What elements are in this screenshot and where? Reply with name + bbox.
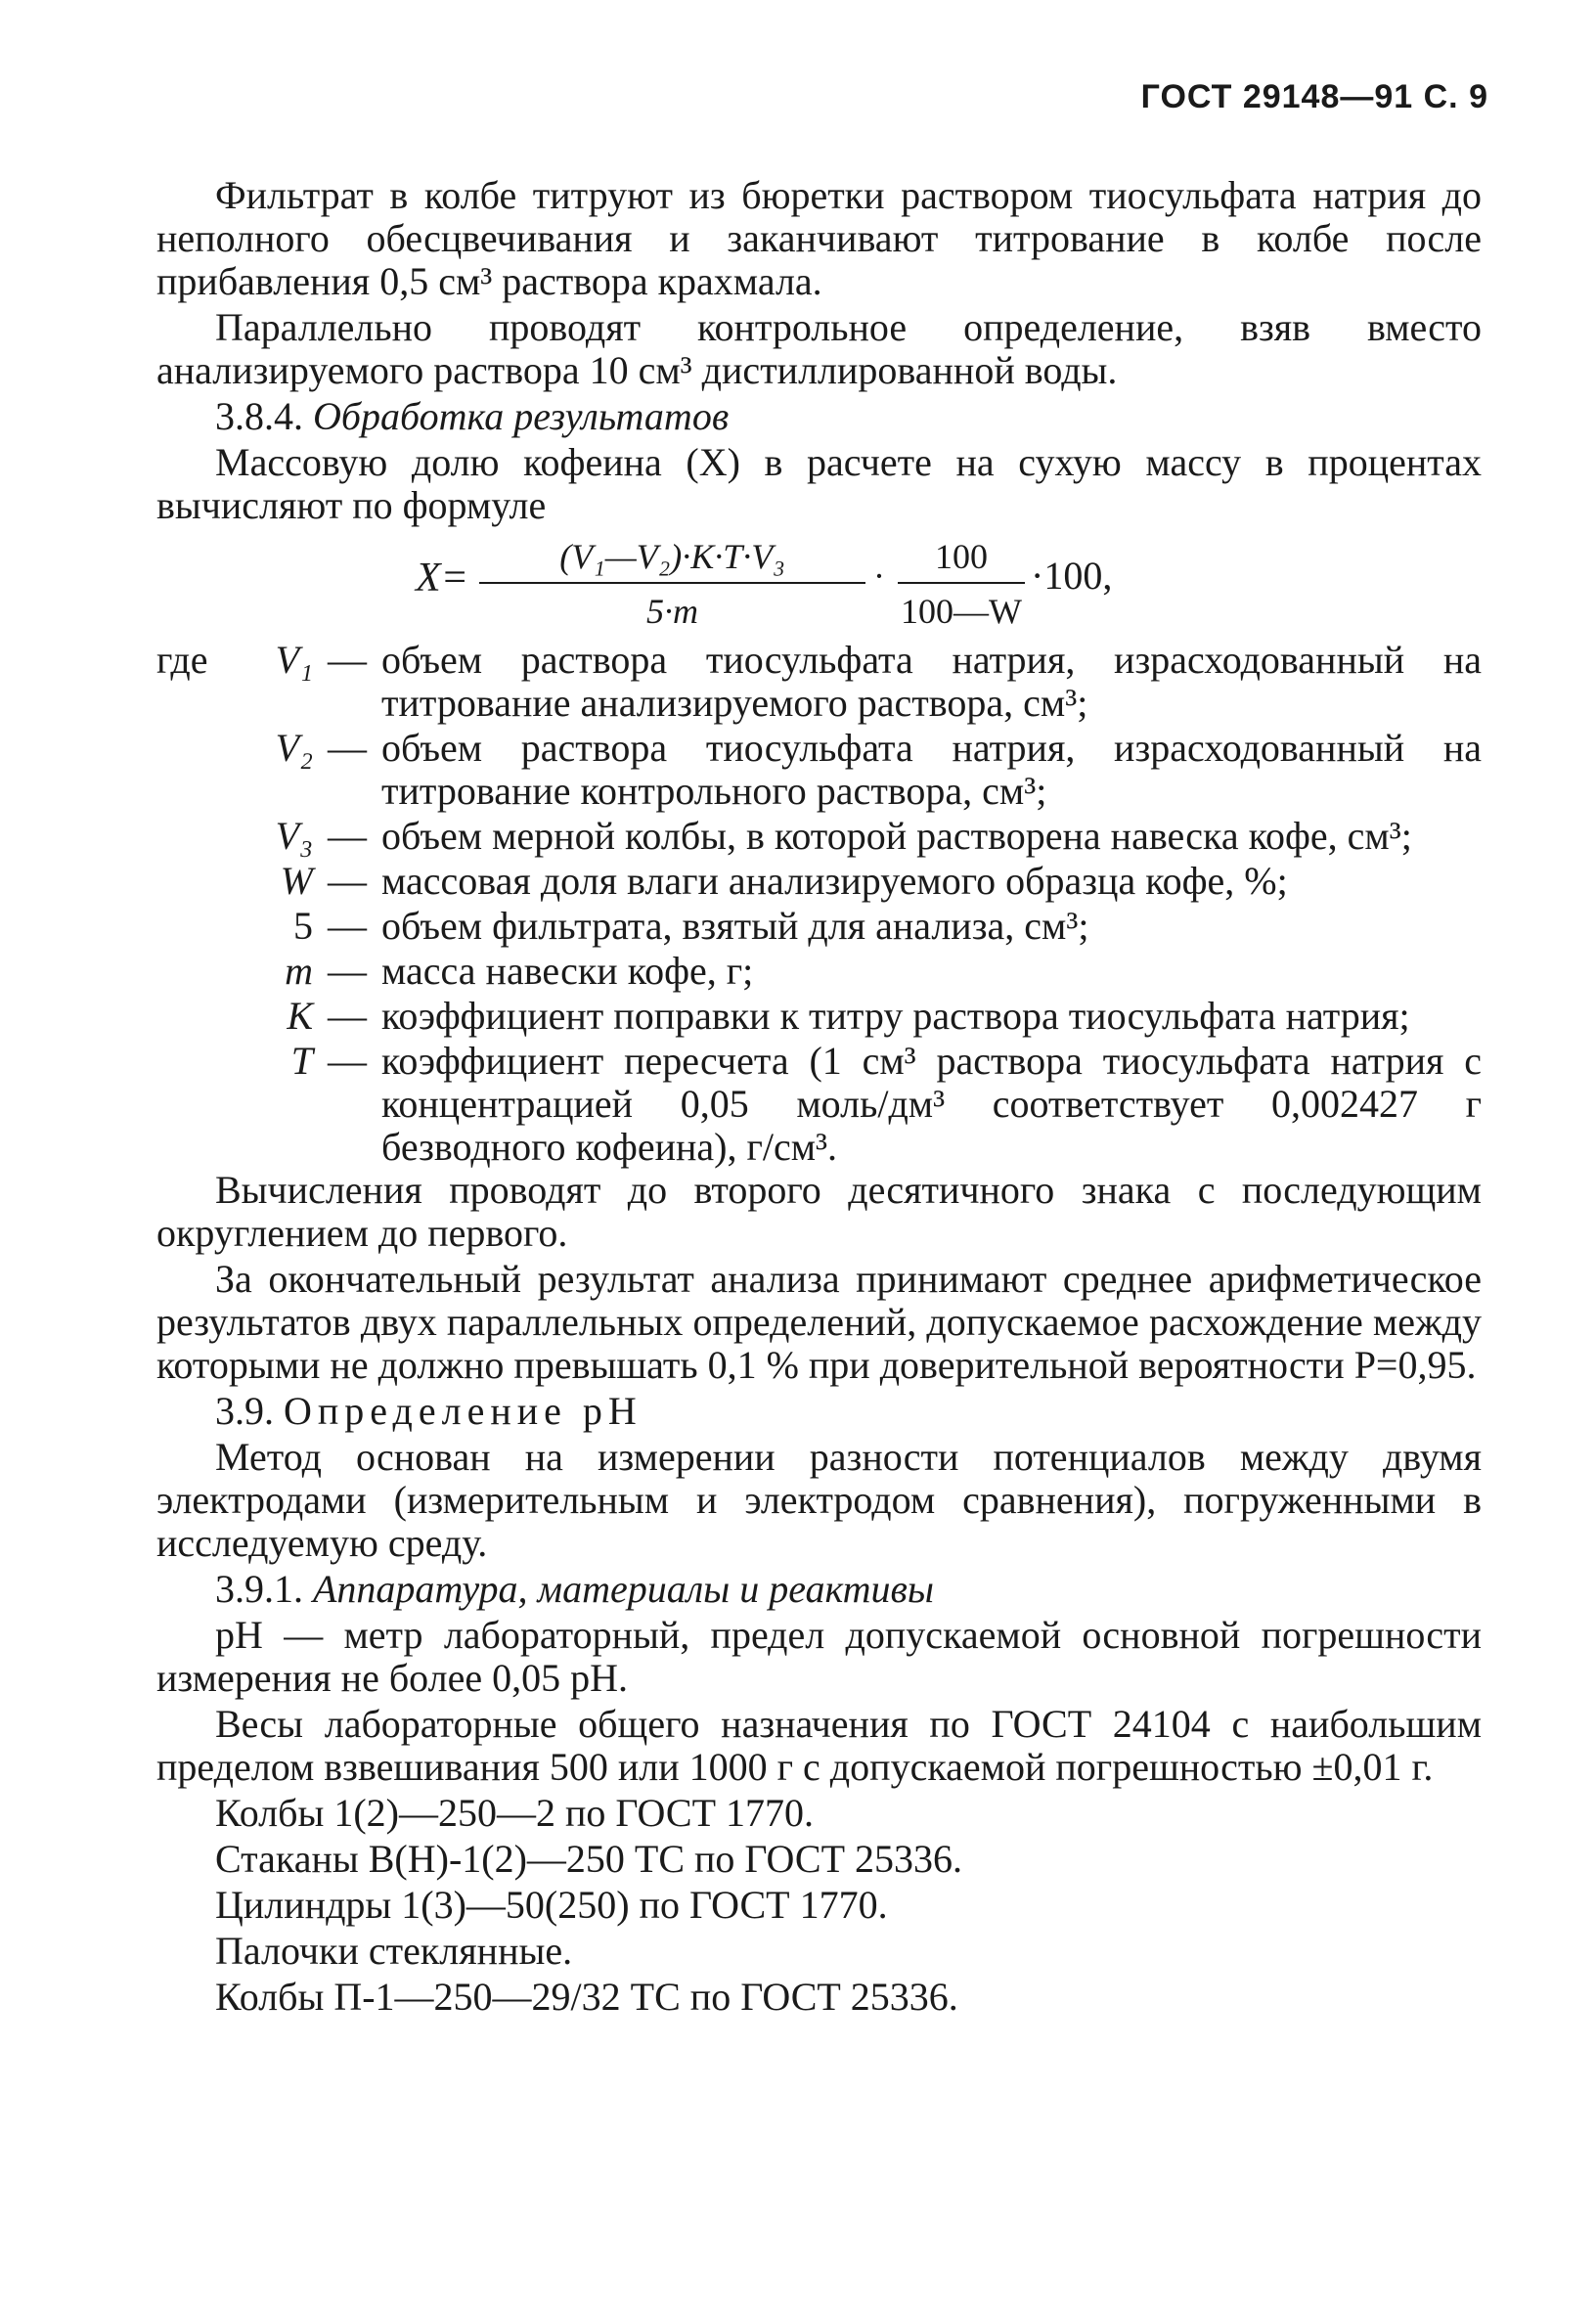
definition-item	[156, 1040, 1482, 1169]
list-item: Стаканы В(Н)-1(2)—250 ТС по ГОСТ 25336.	[215, 1837, 963, 1881]
formula-denominator: 5·m	[646, 592, 698, 631]
list-item: Колбы П-1—250—29/32 ТС по ГОСТ 25336.	[215, 1975, 958, 2019]
formula-numerator: (V₁—V₂)·K·T·V₃	[479, 535, 865, 584]
definition-symbol: 5	[293, 904, 313, 948]
definition-item	[156, 905, 1482, 948]
definition-item	[156, 815, 1482, 858]
definition-symbol: V₁	[275, 638, 313, 682]
paragraph: Весы лабораторные общего назначения по ГОСТ 24104 с наибольшим пределом взвешивания 500 или 1000 г с допускаемой погрешностью ±0,01 г.	[156, 1702, 1482, 1789]
paragraph: Массовую долю кофеина (X) в расчете на сухую массу в процентах вычисляют по формуле	[156, 440, 1482, 527]
section-heading-3-8-4	[156, 395, 1482, 438]
formula-tail: ·100,	[1031, 554, 1113, 598]
list-item: Колбы 1(2)—250—2 по ГОСТ 1770.	[215, 1791, 815, 1835]
definition-dash: —	[328, 726, 367, 770]
definition-item	[156, 860, 1482, 903]
paragraph: За окончательный результат анализа принимают среднее арифметическое результатов двух параллельных определений, допускаемое расхождение между которыми не должно превышать 0,1 % при доверительной вероятности P=0,95.	[156, 1257, 1482, 1387]
definition-text: масса навески кофе, г;	[381, 949, 754, 993]
definition-dash: —	[328, 638, 367, 682]
section-number: 3.9.	[215, 1389, 274, 1433]
definition-symbol: V₃	[275, 814, 313, 858]
definition-text: коэффициент пересчета (1 см³ раствора тиосульфата натрия с концентрацией 0,05 моль/дм³ соответствует 0,002427 г безводного кофеина), г/см³.	[381, 1039, 1482, 1169]
page-header: ГОСТ 29148—91 С. 9	[1140, 78, 1488, 115]
formula-numerator: 100	[898, 535, 1025, 584]
paragraph: Метод основан на измерении разности потенциалов между двумя электродами (измерительным и электродом сравнения), погруженными в исследуемую среду.	[156, 1435, 1482, 1565]
list-item: Цилиндры 1(3)—50(250) по ГОСТ 1770.	[215, 1883, 888, 1927]
definition-dash: —	[328, 814, 367, 858]
definition-text: объем фильтрата, взятый для анализа, см³;	[381, 904, 1089, 948]
section-title: Определение pH	[284, 1389, 643, 1433]
definition-dash: —	[328, 1039, 367, 1083]
paragraph: pH — метр лабораторный, предел допускаемой основной погрешности измерения не более 0,05 pH.	[156, 1613, 1482, 1700]
definition-symbol: V₂	[275, 726, 313, 770]
definition-text: объем мерной колбы, в которой растворена навеска кофе, см³;	[381, 814, 1412, 858]
definition-item	[156, 950, 1482, 993]
list-item: Палочки стеклянные.	[215, 1929, 573, 1973]
section-title: Обработка результатов	[313, 394, 730, 438]
definition-text: массовая доля влаги анализируемого образца кофе, %;	[381, 859, 1288, 903]
formula-denominator: 100—W	[901, 592, 1022, 631]
definition-item	[156, 727, 1482, 813]
formula-dot: ·	[873, 556, 885, 596]
page-body	[156, 174, 1482, 2019]
definition-text: объем раствора тиосульфата натрия, израсходованный на титрование анализируемого раствора, см³;	[381, 638, 1482, 725]
formula-fraction-1	[479, 535, 865, 633]
formula-fraction-2	[898, 535, 1025, 633]
definition-dash: —	[328, 949, 367, 993]
definition-dash: —	[328, 859, 367, 903]
definition-text: объем раствора тиосульфата натрия, израсходованный на титрование контрольного раствора, см³;	[381, 726, 1482, 813]
definition-text: коэффициент поправки к титру раствора тиосульфата натрия;	[381, 994, 1410, 1038]
definition-item	[156, 995, 1482, 1038]
definition-dash: —	[328, 994, 367, 1038]
paragraph: Параллельно проводят контрольное определение, взяв вместо анализируемого раствора 10 см³ дистиллированной воды.	[156, 305, 1482, 392]
paragraph: Вычисления проводят до второго десятичного знака с последующим округлением до первого.	[156, 1168, 1482, 1255]
definition-dash: —	[328, 904, 367, 948]
formula-lhs: X=	[416, 556, 468, 601]
variable-definitions	[156, 639, 1482, 1169]
paragraph: Фильтрат в колбе титруют из бюретки раствором тиосульфата натрия до неполного обесцвечивания и заканчивают титрование в колбе после прибавления 0,5 см³ раствора крахмала.	[156, 173, 1482, 303]
section-number: 3.8.4.	[215, 394, 303, 438]
definition-symbol: K	[287, 994, 313, 1038]
definition-symbol: m	[285, 949, 313, 993]
definition-item	[156, 639, 1482, 725]
formula	[156, 535, 1482, 631]
section-heading-3-9	[156, 1390, 1482, 1433]
section-heading-3-9-1	[156, 1568, 1482, 1611]
section-number: 3.9.1.	[215, 1567, 303, 1611]
section-title: Аппаратура, материалы и реактивы	[313, 1567, 934, 1611]
definition-lead: где	[156, 638, 208, 682]
definition-symbol: W	[280, 859, 313, 903]
definition-symbol: T	[290, 1039, 313, 1083]
